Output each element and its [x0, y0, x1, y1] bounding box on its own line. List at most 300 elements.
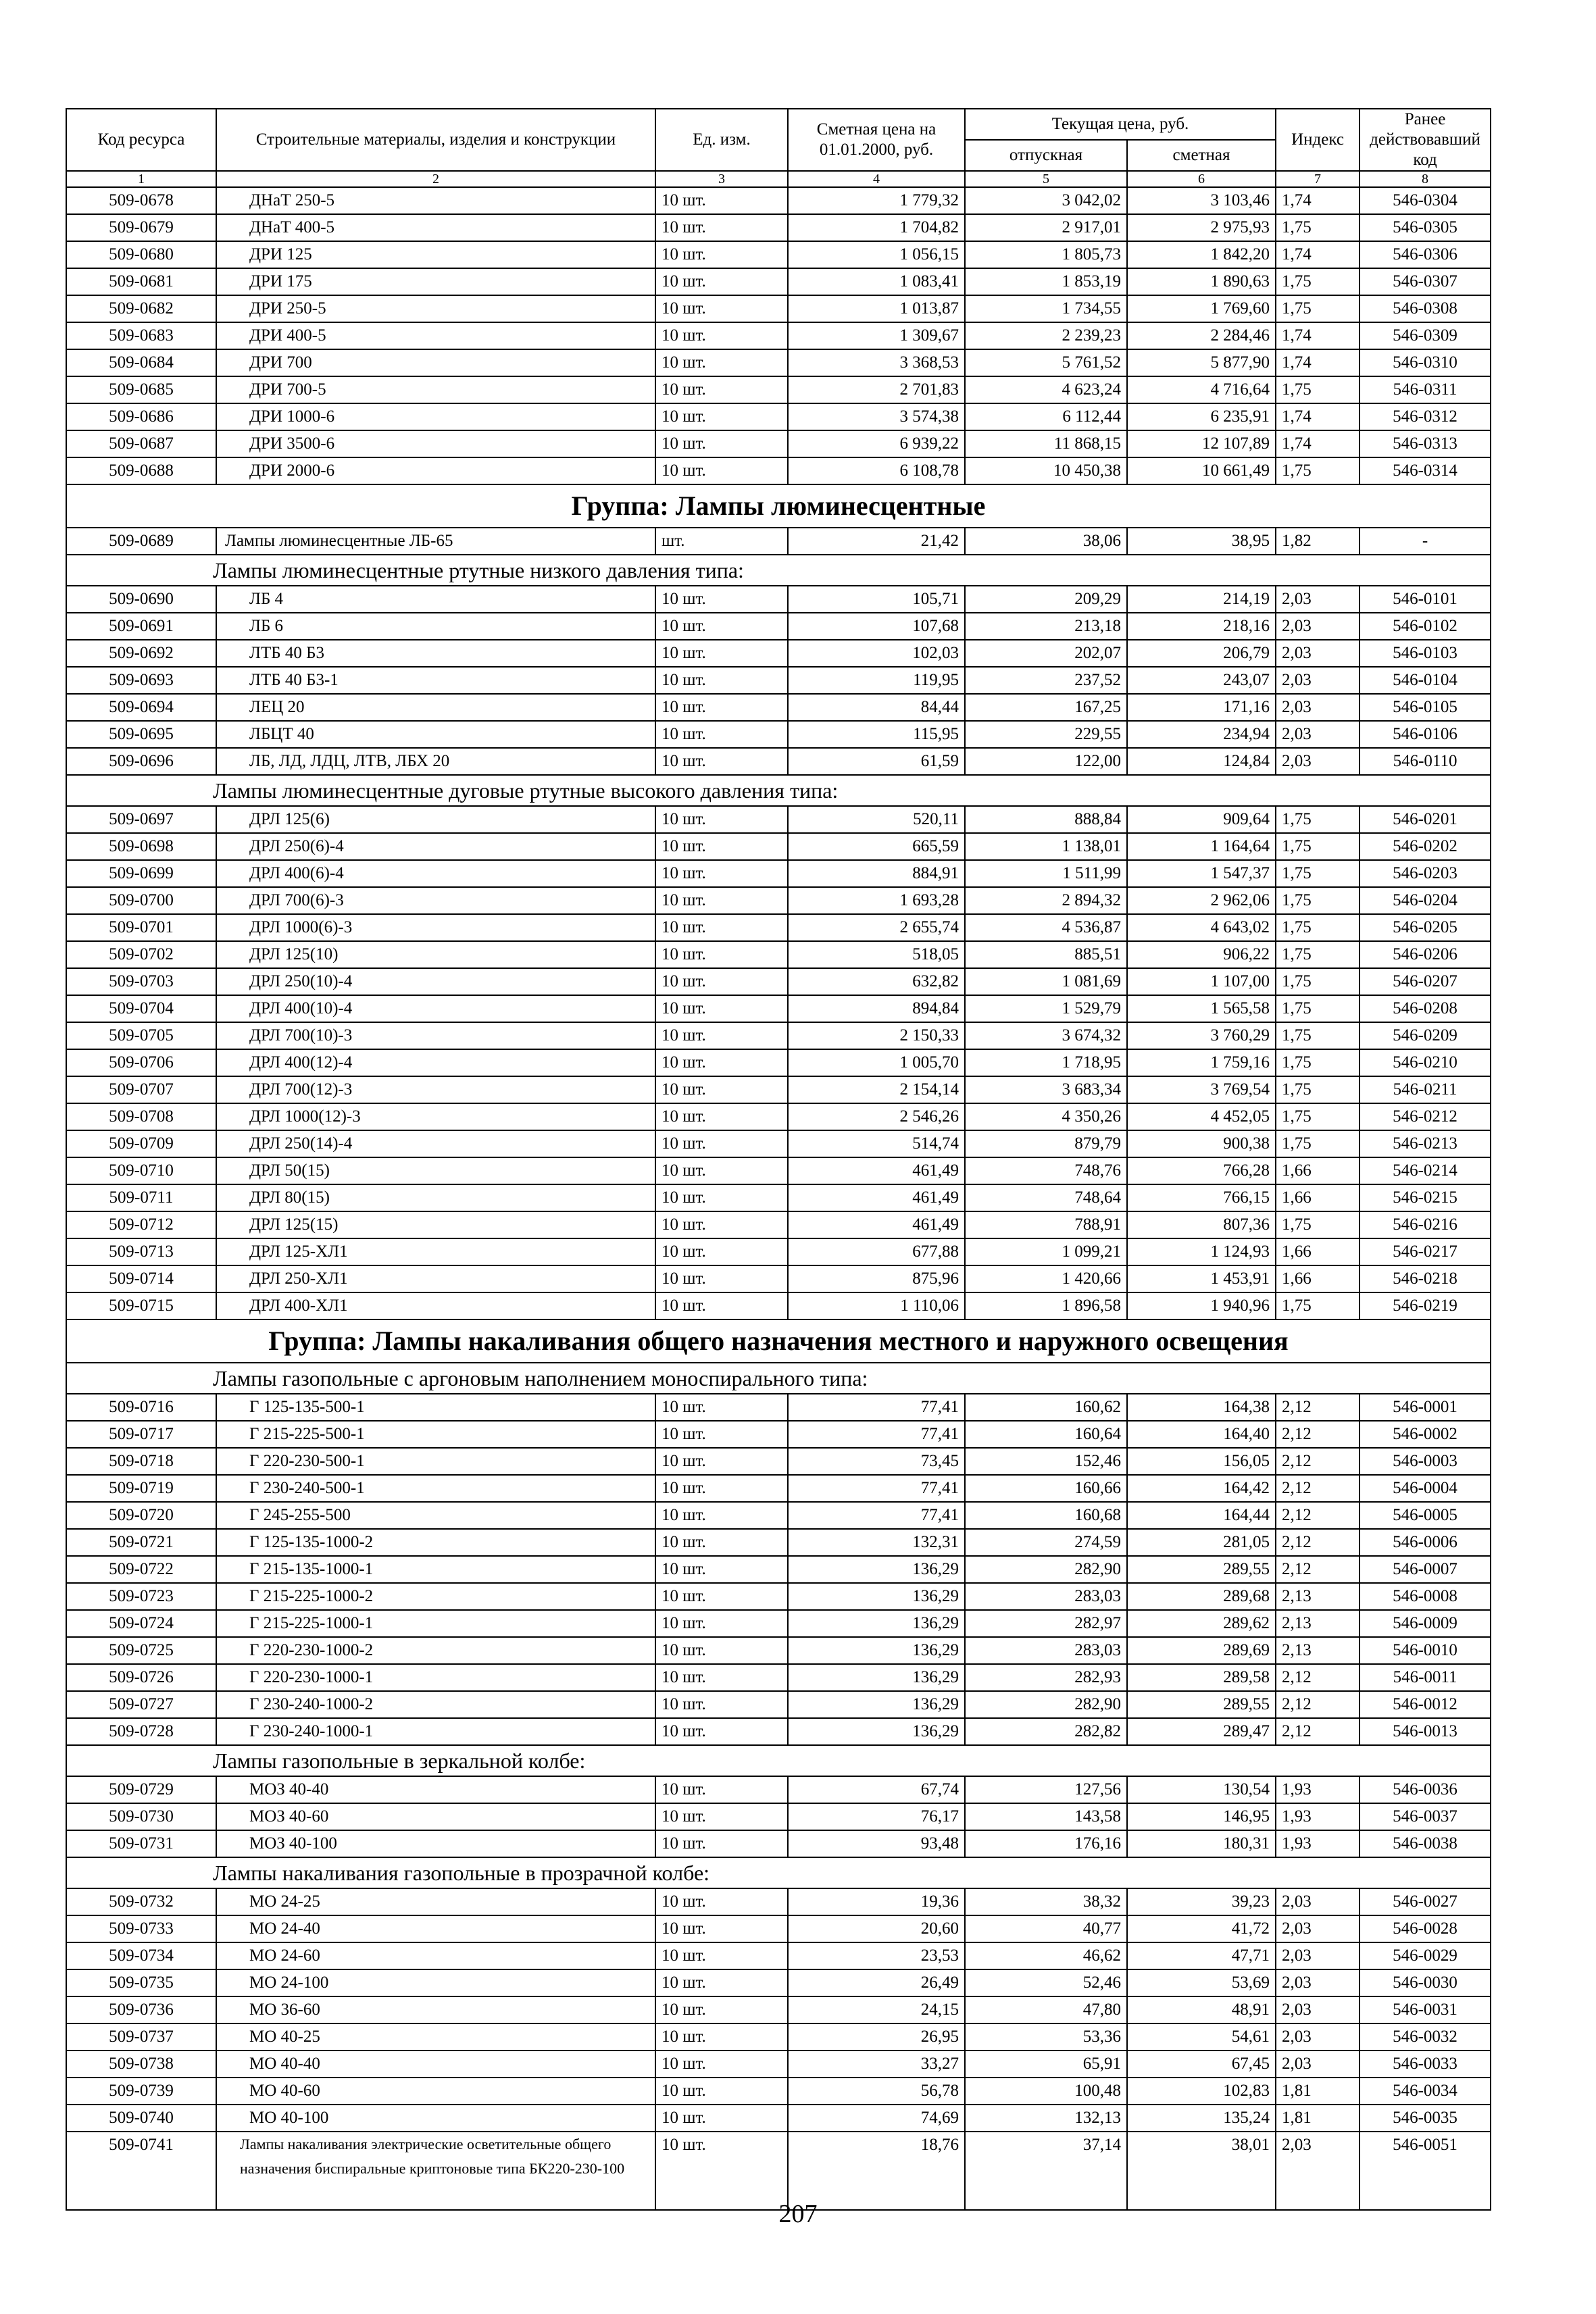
material-name: ДРИ 700-5 [216, 376, 655, 403]
price-index: 1,74 [1276, 241, 1360, 268]
price-index: 1,75 [1276, 1103, 1360, 1130]
release-price: 65,91 [965, 2051, 1127, 2078]
release-price: 282,82 [965, 1718, 1127, 1745]
estimate-price-2000: 514,74 [788, 1130, 965, 1157]
col-number: 4 [788, 171, 965, 187]
estimate-current-price: 1 890,63 [1127, 268, 1276, 295]
release-price: 202,07 [965, 640, 1127, 667]
price-index: 2,12 [1276, 1664, 1360, 1691]
table-row [66, 1996, 1491, 2023]
estimate-price-2000: 77,41 [788, 1502, 965, 1529]
header-materials: Строительные материалы, изделия и конструкции [216, 109, 655, 171]
release-price: 160,64 [965, 1421, 1127, 1448]
material-name: ДРИ 250-5 [216, 295, 655, 322]
col-number: 3 [655, 171, 788, 187]
previous-code: 546-0212 [1360, 1103, 1491, 1130]
unit: 10 шт. [655, 1942, 788, 1969]
unit: 10 шт. [655, 2078, 788, 2105]
material-name: ДРИ 175 [216, 268, 655, 295]
estimate-price-2000: 1 110,06 [788, 1292, 965, 1319]
release-price: 213,18 [965, 613, 1127, 640]
release-price: 122,00 [965, 748, 1127, 775]
release-price: 38,06 [965, 528, 1127, 555]
release-price: 282,93 [965, 1664, 1127, 1691]
unit: 10 шт. [655, 1448, 788, 1475]
estimate-current-price: 41,72 [1127, 1915, 1276, 1942]
estimate-price-2000: 632,82 [788, 968, 965, 995]
resource-code: 509-0726 [66, 1664, 216, 1691]
header-estimate-current: сметная [1127, 140, 1276, 171]
price-index: 2,03 [1276, 1942, 1360, 1969]
release-price: 11 868,15 [965, 430, 1127, 457]
release-price: 885,51 [965, 941, 1127, 968]
header-column-numbers [66, 171, 1491, 187]
resource-code: 509-0690 [66, 586, 216, 613]
material-name: Г 215-225-1000-1 [216, 1610, 655, 1637]
unit: 10 шт. [655, 613, 788, 640]
unit: 10 шт. [655, 1475, 788, 1502]
unit: 10 шт. [655, 995, 788, 1022]
unit: 10 шт. [655, 968, 788, 995]
material-name: Г 125-135-1000-2 [216, 1529, 655, 1556]
estimate-current-price: 3 760,29 [1127, 1022, 1276, 1049]
previous-code: 546-0314 [1360, 457, 1491, 484]
unit: 10 шт. [655, 349, 788, 376]
material-name: ДРЛ 250(10)-4 [216, 968, 655, 995]
release-price: 160,68 [965, 1502, 1127, 1529]
previous-code: 546-0038 [1360, 1830, 1491, 1857]
estimate-price-2000: 21,42 [788, 528, 965, 555]
previous-code: 546-0310 [1360, 349, 1491, 376]
estimate-current-price: 2 975,93 [1127, 214, 1276, 241]
price-index: 2,03 [1276, 694, 1360, 721]
resource-code: 509-0721 [66, 1529, 216, 1556]
estimate-price-2000: 2 154,14 [788, 1076, 965, 1103]
price-index: 2,12 [1276, 1421, 1360, 1448]
subgroup-title: Лампы газопольные с аргоновым наполнением моноспирального типа: [66, 1363, 1491, 1394]
unit: 10 шт. [655, 1529, 788, 1556]
release-price: 283,03 [965, 1583, 1127, 1610]
resource-code: 509-0694 [66, 694, 216, 721]
resource-code: 509-0701 [66, 914, 216, 941]
header-code: Код ресурса [66, 109, 216, 171]
estimate-current-price: 1 769,60 [1127, 295, 1276, 322]
estimate-current-price: 164,42 [1127, 1475, 1276, 1502]
unit: 10 шт. [655, 322, 788, 349]
material-name: МО 40-25 [216, 2023, 655, 2051]
table-row [66, 1076, 1491, 1103]
unit: 10 шт. [655, 1830, 788, 1857]
release-price: 879,79 [965, 1130, 1127, 1157]
resource-code: 509-0704 [66, 995, 216, 1022]
previous-code: 546-0304 [1360, 187, 1491, 214]
price-index: 1,66 [1276, 1184, 1360, 1211]
estimate-current-price: 281,05 [1127, 1529, 1276, 1556]
material-name: ДРЛ 400(6)-4 [216, 860, 655, 887]
table-body [66, 187, 1491, 2210]
estimate-price-2000: 2 150,33 [788, 1022, 965, 1049]
previous-code: 546-0007 [1360, 1556, 1491, 1583]
resource-code: 509-0735 [66, 1969, 216, 1996]
estimate-current-price: 289,69 [1127, 1637, 1276, 1664]
material-name: ДРЛ 125(6) [216, 806, 655, 833]
unit: 10 шт. [655, 2051, 788, 2078]
unit: 10 шт. [655, 2105, 788, 2132]
estimate-current-price: 146,95 [1127, 1803, 1276, 1830]
price-index: 2,12 [1276, 1529, 1360, 1556]
estimate-price-2000: 33,27 [788, 2051, 965, 2078]
estimate-current-price: 156,05 [1127, 1448, 1276, 1475]
table-row [66, 349, 1491, 376]
price-index: 1,93 [1276, 1803, 1360, 1830]
release-price: 282,97 [965, 1610, 1127, 1637]
resource-code: 509-0733 [66, 1915, 216, 1942]
price-index: 2,03 [1276, 640, 1360, 667]
estimate-price-2000: 1 779,32 [788, 187, 965, 214]
estimate-price-2000: 136,29 [788, 1583, 965, 1610]
estimate-current-price: 6 235,91 [1127, 403, 1276, 430]
resource-code: 509-0711 [66, 1184, 216, 1211]
estimate-current-price: 234,94 [1127, 721, 1276, 748]
resource-code: 509-0712 [66, 1211, 216, 1238]
col-number: 7 [1276, 171, 1360, 187]
estimate-current-price: 1 453,91 [1127, 1265, 1276, 1292]
previous-code: 546-0215 [1360, 1184, 1491, 1211]
price-index: 1,75 [1276, 941, 1360, 968]
material-name: ДРИ 1000-6 [216, 403, 655, 430]
previous-code: 546-0037 [1360, 1803, 1491, 1830]
price-index: 1,75 [1276, 1130, 1360, 1157]
table-row [66, 1830, 1491, 1857]
unit: 10 шт. [655, 376, 788, 403]
release-price: 2 917,01 [965, 214, 1127, 241]
table-row [66, 1583, 1491, 1610]
estimate-price-2000: 19,36 [788, 1888, 965, 1915]
resource-code: 509-0714 [66, 1265, 216, 1292]
table-row [66, 2132, 1491, 2210]
price-index: 2,12 [1276, 1718, 1360, 1745]
estimate-current-price: 1 940,96 [1127, 1292, 1276, 1319]
release-price: 160,66 [965, 1475, 1127, 1502]
unit: 10 шт. [655, 640, 788, 667]
release-price: 282,90 [965, 1691, 1127, 1718]
unit: 10 шт. [655, 187, 788, 214]
release-price: 283,03 [965, 1637, 1127, 1664]
resource-code: 509-0684 [66, 349, 216, 376]
estimate-price-2000: 2 655,74 [788, 914, 965, 941]
unit: 10 шт. [655, 268, 788, 295]
table-row [66, 430, 1491, 457]
price-index: 1,75 [1276, 914, 1360, 941]
unit: 10 шт. [655, 860, 788, 887]
material-name: МО 40-60 [216, 2078, 655, 2105]
group-heading-row [66, 484, 1491, 528]
release-price: 4 623,24 [965, 376, 1127, 403]
estimate-current-price: 1 565,58 [1127, 995, 1276, 1022]
estimate-price-2000: 136,29 [788, 1691, 965, 1718]
estimate-price-2000: 67,74 [788, 1776, 965, 1803]
unit: 10 шт. [655, 833, 788, 860]
unit: 10 шт. [655, 586, 788, 613]
table-row [66, 995, 1491, 1022]
resource-code: 509-0703 [66, 968, 216, 995]
estimate-current-price: 53,69 [1127, 1969, 1276, 1996]
subgroup-title: Лампы газопольные в зеркальной колбе: [66, 1745, 1491, 1776]
previous-code: 546-0009 [1360, 1610, 1491, 1637]
estimate-current-price: 1 164,64 [1127, 833, 1276, 860]
previous-code: 546-0105 [1360, 694, 1491, 721]
estimate-price-2000: 26,95 [788, 2023, 965, 2051]
unit: 10 шт. [655, 806, 788, 833]
resource-code: 509-0678 [66, 187, 216, 214]
resource-code: 509-0698 [66, 833, 216, 860]
previous-code: 546-0032 [1360, 2023, 1491, 2051]
estimate-price-2000: 105,71 [788, 586, 965, 613]
estimate-current-price: 164,44 [1127, 1502, 1276, 1529]
estimate-price-2000: 875,96 [788, 1265, 965, 1292]
resource-code: 509-0729 [66, 1776, 216, 1803]
estimate-price-2000: 61,59 [788, 748, 965, 775]
estimate-price-2000: 77,41 [788, 1394, 965, 1421]
previous-code: 546-0211 [1360, 1076, 1491, 1103]
previous-code: 546-0006 [1360, 1529, 1491, 1556]
table-row [66, 667, 1491, 694]
previous-code: 546-0034 [1360, 2078, 1491, 2105]
release-price: 788,91 [965, 1211, 1127, 1238]
material-name: ДРЛ 700(10)-3 [216, 1022, 655, 1049]
resource-code: 509-0682 [66, 295, 216, 322]
release-price: 3 674,32 [965, 1022, 1127, 1049]
material-name: ДРЛ 125(10) [216, 941, 655, 968]
price-index: 1,74 [1276, 349, 1360, 376]
price-index: 2,03 [1276, 1915, 1360, 1942]
material-name: Г 215-135-1000-1 [216, 1556, 655, 1583]
table-row [66, 613, 1491, 640]
previous-code: 546-0204 [1360, 887, 1491, 914]
table-row [66, 887, 1491, 914]
material-name: ДНаТ 250-5 [216, 187, 655, 214]
unit: 10 шт. [655, 1610, 788, 1637]
material-name: ДРЛ 125-ХЛ1 [216, 1238, 655, 1265]
table-row [66, 2051, 1491, 2078]
estimate-current-price: 289,55 [1127, 1691, 1276, 1718]
unit: 10 шт. [655, 430, 788, 457]
release-price: 143,58 [965, 1803, 1127, 1830]
estimate-price-2000: 24,15 [788, 1996, 965, 2023]
resource-code: 509-0740 [66, 2105, 216, 2132]
resource-code: 509-0741 [66, 2132, 216, 2210]
price-index: 1,75 [1276, 1292, 1360, 1319]
price-index: 1,75 [1276, 376, 1360, 403]
estimate-price-2000: 1 056,15 [788, 241, 965, 268]
release-price: 4 350,26 [965, 1103, 1127, 1130]
estimate-current-price: 171,16 [1127, 694, 1276, 721]
estimate-current-price: 766,28 [1127, 1157, 1276, 1184]
unit: 10 шт. [655, 1583, 788, 1610]
subgroup-title: Лампы накаливания газопольные в прозрачной колбе: [66, 1857, 1491, 1888]
estimate-current-price: 54,61 [1127, 2023, 1276, 2051]
estimate-current-price: 124,84 [1127, 748, 1276, 775]
table-row [66, 1664, 1491, 1691]
unit: 10 шт. [655, 694, 788, 721]
estimate-price-2000: 677,88 [788, 1238, 965, 1265]
estimate-price-2000: 23,53 [788, 1942, 965, 1969]
estimate-price-2000: 119,95 [788, 667, 965, 694]
previous-code: 546-0219 [1360, 1292, 1491, 1319]
release-price: 748,76 [965, 1157, 1127, 1184]
release-price: 229,55 [965, 721, 1127, 748]
estimate-current-price: 4 452,05 [1127, 1103, 1276, 1130]
previous-code: 546-0004 [1360, 1475, 1491, 1502]
estimate-price-2000: 1 693,28 [788, 887, 965, 914]
estimate-price-2000: 18,76 [788, 2132, 965, 2210]
estimate-price-2000: 84,44 [788, 694, 965, 721]
resource-code: 509-0689 [66, 528, 216, 555]
table-row [66, 1475, 1491, 1502]
estimate-price-2000: 518,05 [788, 941, 965, 968]
table-row [66, 1292, 1491, 1319]
unit: 10 шт. [655, 667, 788, 694]
price-index: 1,75 [1276, 968, 1360, 995]
estimate-price-2000: 3 574,38 [788, 403, 965, 430]
estimate-current-price: 214,19 [1127, 586, 1276, 613]
unit: 10 шт. [655, 721, 788, 748]
estimate-price-2000: 74,69 [788, 2105, 965, 2132]
estimate-price-2000: 107,68 [788, 613, 965, 640]
previous-code: 546-0029 [1360, 1942, 1491, 1969]
material-name: Г 245-255-500 [216, 1502, 655, 1529]
unit: 10 шт. [655, 2023, 788, 2051]
price-index: 1,74 [1276, 187, 1360, 214]
previous-code: 546-0001 [1360, 1394, 1491, 1421]
previous-code: 546-0218 [1360, 1265, 1491, 1292]
estimate-price-2000: 76,17 [788, 1803, 965, 1830]
price-index: 2,12 [1276, 1556, 1360, 1583]
estimate-current-price: 289,58 [1127, 1664, 1276, 1691]
previous-code: 546-0307 [1360, 268, 1491, 295]
table-row [66, 1157, 1491, 1184]
resource-code: 509-0719 [66, 1475, 216, 1502]
material-name: Г 215-225-1000-2 [216, 1583, 655, 1610]
material-name: ДРИ 3500-6 [216, 430, 655, 457]
previous-code: 546-0036 [1360, 1776, 1491, 1803]
price-index: 2,12 [1276, 1691, 1360, 1718]
release-price: 40,77 [965, 1915, 1127, 1942]
material-name: ДРЛ 80(15) [216, 1184, 655, 1211]
table-row [66, 268, 1491, 295]
release-price: 100,48 [965, 2078, 1127, 2105]
group-title: Группа: Лампы люминесцентные [66, 484, 1491, 528]
resource-code: 509-0696 [66, 748, 216, 775]
release-price: 237,52 [965, 667, 1127, 694]
resource-code: 509-0716 [66, 1394, 216, 1421]
previous-code: 546-0031 [1360, 1996, 1491, 2023]
resource-code: 509-0736 [66, 1996, 216, 2023]
release-price: 1 081,69 [965, 968, 1127, 995]
estimate-price-2000: 6 108,78 [788, 457, 965, 484]
estimate-current-price: 1 547,37 [1127, 860, 1276, 887]
unit: 10 шт. [655, 1130, 788, 1157]
group-title: Группа: Лампы накаливания общего назначения местного и наружного освещения [66, 1319, 1491, 1363]
estimate-current-price: 218,16 [1127, 613, 1276, 640]
estimate-current-price: 3 103,46 [1127, 187, 1276, 214]
price-index: 1,81 [1276, 2078, 1360, 2105]
material-name: Г 220-230-1000-1 [216, 1664, 655, 1691]
material-name: МО 24-60 [216, 1942, 655, 1969]
price-index: 2,03 [1276, 2023, 1360, 2051]
table-row [66, 1394, 1491, 1421]
estimate-current-price: 807,36 [1127, 1211, 1276, 1238]
resource-code: 509-0709 [66, 1130, 216, 1157]
table-row [66, 457, 1491, 484]
price-index: 1,75 [1276, 887, 1360, 914]
col-number: 5 [965, 171, 1127, 187]
material-name: Г 230-240-1000-2 [216, 1691, 655, 1718]
price-index: 1,93 [1276, 1830, 1360, 1857]
previous-code: 546-0209 [1360, 1022, 1491, 1049]
table-row [66, 187, 1491, 214]
resource-code: 509-0681 [66, 268, 216, 295]
table-row [66, 1718, 1491, 1745]
table-row [66, 1691, 1491, 1718]
previous-code: 546-0210 [1360, 1049, 1491, 1076]
resource-code: 509-0734 [66, 1942, 216, 1969]
table-row [66, 214, 1491, 241]
material-name: МОЗ 40-60 [216, 1803, 655, 1830]
header-unit: Ед. изм. [655, 109, 788, 171]
release-price: 53,36 [965, 2023, 1127, 2051]
estimate-current-price: 1 842,20 [1127, 241, 1276, 268]
unit: 10 шт. [655, 403, 788, 430]
estimate-current-price: 243,07 [1127, 667, 1276, 694]
price-index: 1,75 [1276, 995, 1360, 1022]
table-row [66, 941, 1491, 968]
previous-code: 546-0311 [1360, 376, 1491, 403]
previous-code: 546-0205 [1360, 914, 1491, 941]
resource-code: 509-0731 [66, 1830, 216, 1857]
resource-code: 509-0683 [66, 322, 216, 349]
resource-code: 509-0680 [66, 241, 216, 268]
estimate-current-price: 67,45 [1127, 2051, 1276, 2078]
release-price: 47,80 [965, 1996, 1127, 2023]
estimate-price-2000: 884,91 [788, 860, 965, 887]
previous-code: 546-0208 [1360, 995, 1491, 1022]
price-index: 2,13 [1276, 1610, 1360, 1637]
table-row [66, 1049, 1491, 1076]
estimate-price-2000: 26,49 [788, 1969, 965, 1996]
header-release-price: отпускная [965, 140, 1127, 171]
release-price: 1 099,21 [965, 1238, 1127, 1265]
unit: 10 шт. [655, 295, 788, 322]
subgroup-heading-row [66, 1857, 1491, 1888]
price-index: 1,66 [1276, 1157, 1360, 1184]
estimate-price-2000: 1 005,70 [788, 1049, 965, 1076]
price-index: 1,75 [1276, 1076, 1360, 1103]
table-row [66, 1610, 1491, 1637]
previous-code: 546-0051 [1360, 2132, 1491, 2210]
release-price: 52,46 [965, 1969, 1127, 1996]
release-price: 37,14 [965, 2132, 1127, 2210]
resource-code: 509-0737 [66, 2023, 216, 2051]
price-index: 2,12 [1276, 1394, 1360, 1421]
estimate-current-price: 289,47 [1127, 1718, 1276, 1745]
previous-code: 546-0102 [1360, 613, 1491, 640]
previous-code: 546-0033 [1360, 2051, 1491, 2078]
release-price: 46,62 [965, 1942, 1127, 1969]
material-name: ДРИ 2000-6 [216, 457, 655, 484]
material-name: ЛБ, ЛД, ЛДЦ, ЛТВ, ЛБХ 20 [216, 748, 655, 775]
resource-code: 509-0699 [66, 860, 216, 887]
